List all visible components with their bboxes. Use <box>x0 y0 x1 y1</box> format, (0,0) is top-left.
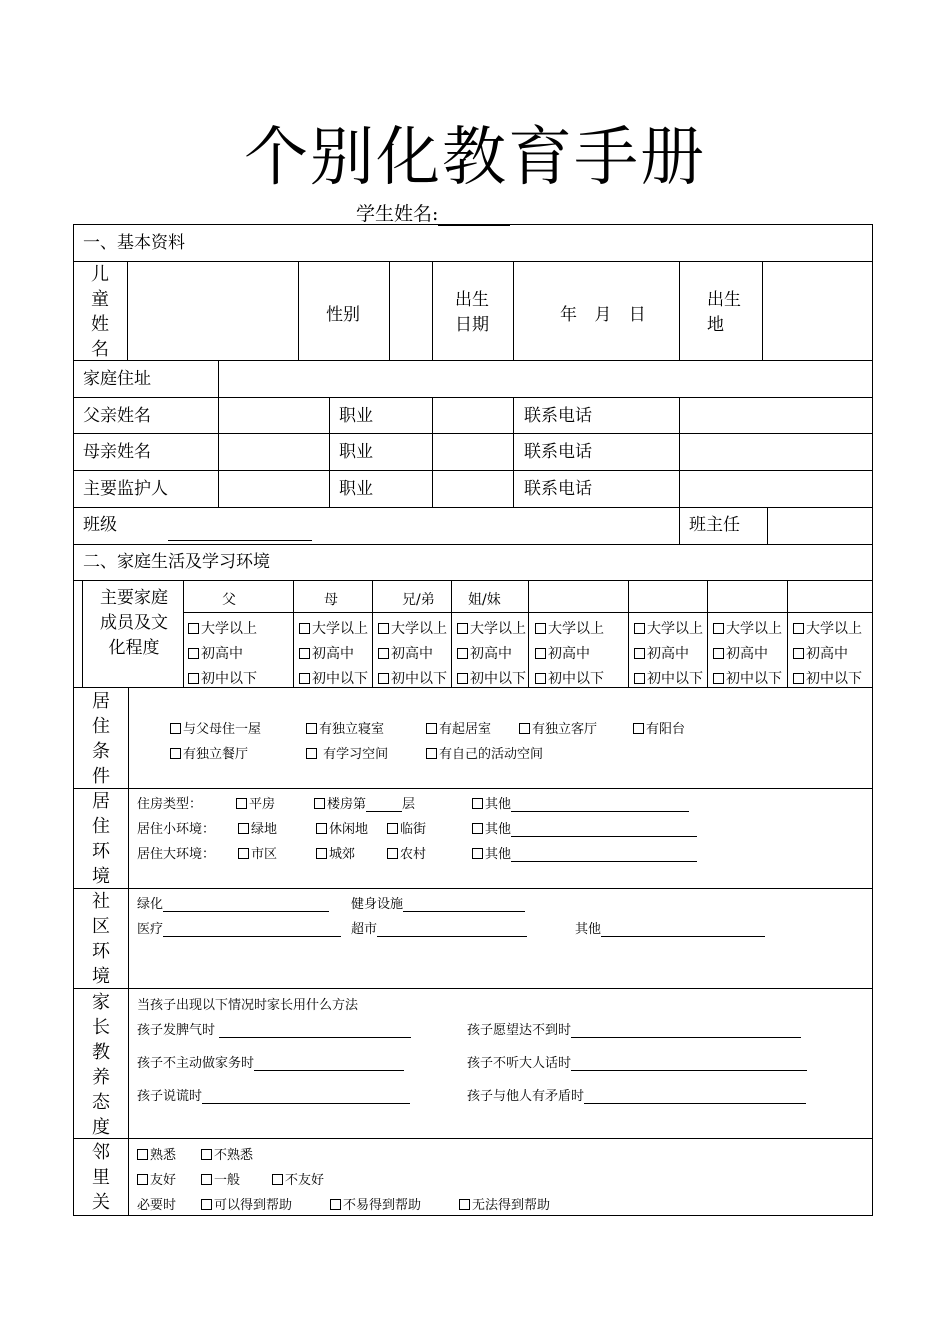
small-env-opt-1[interactable]: 绿地 <box>238 818 277 837</box>
gender-label: 性别 <box>326 305 360 325</box>
neighbor-help-opt-2[interactable]: 不易得到帮助 <box>330 1194 421 1213</box>
teacher-label: 班主任 <box>689 515 740 535</box>
neighbor-opt-unfamiliar[interactable]: 不熟悉 <box>201 1144 253 1163</box>
living-opt-5[interactable]: 有阳台 <box>633 718 685 737</box>
small-env-opt-2[interactable]: 休闲地 <box>316 818 368 837</box>
neighbor-opt-familiar[interactable]: 熟悉 <box>137 1144 176 1163</box>
big-env-label: 居住大环境： <box>137 847 216 862</box>
edu-options-col-8[interactable]: 大学以上 初高中 初中以下 <box>793 617 862 692</box>
community-fitness[interactable]: 健身设施 <box>351 893 525 912</box>
big-env-opt-3[interactable]: 农村 <box>387 843 426 862</box>
neighbor-opt-normal[interactable]: 一般 <box>201 1169 240 1188</box>
member-header-sister: 姐/妹 <box>468 592 501 608</box>
member-header-father: 父 <box>222 592 236 608</box>
member-header-brother: 兄/弟 <box>402 592 435 608</box>
neighbor-help-label: 必要时 <box>137 1198 177 1213</box>
neighbor-relations-label: 邻里关 <box>92 1142 110 1213</box>
living-opt-2[interactable]: 有独立寝室 <box>306 718 384 737</box>
living-opt-7[interactable]: 有学习空间 <box>306 743 388 762</box>
mother-job-label: 职业 <box>339 442 373 462</box>
child-name-label: 儿童姓名 <box>91 264 109 360</box>
edu-options-col-5[interactable]: 大学以上 初高中 初中以下 <box>535 617 604 692</box>
mother-phone-label: 联系电话 <box>524 442 592 462</box>
parenting-q3[interactable]: 孩子不主动做家务时 <box>137 1052 404 1071</box>
student-name-field[interactable] <box>356 199 510 226</box>
community-supermarket[interactable]: 超市 <box>351 918 527 937</box>
community-greening[interactable]: 绿化 <box>137 893 329 912</box>
big-env-other[interactable]: 其他 <box>472 843 697 862</box>
edu-options-col-6[interactable]: 大学以上 初高中 初中以下 <box>634 617 703 692</box>
father-name-label: 父亲姓名 <box>83 406 151 426</box>
edu-options-col-7[interactable]: 大学以上 初高中 初中以下 <box>713 617 782 692</box>
edu-options-col-2[interactable]: 大学以上 初高中 初中以下 <box>299 617 368 692</box>
living-opt-1[interactable]: 与父母住一屋 <box>170 718 261 737</box>
mother-name-label: 母亲姓名 <box>83 442 151 462</box>
living-opt-4[interactable]: 有独立客厅 <box>519 718 597 737</box>
parenting-q6[interactable]: 孩子与他人有矛盾时 <box>467 1085 806 1104</box>
housing-env-label: 居住环境 <box>92 791 110 887</box>
guardian-label: 主要监护人 <box>83 479 168 499</box>
living-conditions-label: 居住条件 <box>92 691 110 787</box>
class-label: 班级 <box>83 515 117 535</box>
edu-options-col-1[interactable]: 大学以上 初高中 初中以下 <box>188 617 257 692</box>
birth-date-label: 出生日期 <box>455 290 489 335</box>
section1-heading: 一、基本资料 <box>83 233 185 253</box>
address-label: 家庭住址 <box>83 369 151 389</box>
edu-options-col-4[interactable]: 大学以上 初高中 初中以下 <box>457 617 526 692</box>
housing-type-label: 住房类型： <box>137 797 203 812</box>
section2-heading: 二、家庭生活及学习环境 <box>83 552 270 572</box>
community-env-label: 社区环境 <box>92 891 110 987</box>
family-members-label: 主要家庭成员及文化程度 <box>100 588 168 658</box>
member-header-mother: 母 <box>324 592 338 608</box>
living-opt-8[interactable]: 有自己的活动空间 <box>426 743 543 762</box>
neighbor-opt-unfriendly[interactable]: 不友好 <box>272 1169 324 1188</box>
housing-type-opt-2[interactable]: 楼房第 层 <box>314 793 415 812</box>
student-name-label: 学生姓名: <box>356 203 439 225</box>
parenting-intro: 当孩子出现以下情况时家长用什么方法 <box>137 998 359 1013</box>
edu-options-col-3[interactable]: 大学以上 初高中 初中以下 <box>378 617 447 692</box>
parenting-q2[interactable]: 孩子愿望达不到时 <box>467 1019 801 1038</box>
big-env-opt-1[interactable]: 市区 <box>238 843 277 862</box>
living-opt-6[interactable]: 有独立餐厅 <box>170 743 248 762</box>
small-env-label: 居住小环境： <box>137 822 216 837</box>
birthplace-label: 出生地 <box>707 290 741 335</box>
housing-type-opt-1[interactable]: 平房 <box>236 793 275 812</box>
parenting-attitude-label: 家长教养态度 <box>92 992 110 1138</box>
neighbor-opt-friendly[interactable]: 友好 <box>137 1169 176 1188</box>
page-title: 个别化教育手册 <box>244 121 706 195</box>
neighbor-help-opt-1[interactable]: 可以得到帮助 <box>201 1194 292 1213</box>
community-other[interactable]: 其他 <box>575 918 765 937</box>
father-job-label: 职业 <box>339 406 373 426</box>
guardian-job-label: 职业 <box>339 479 373 499</box>
parenting-q4[interactable]: 孩子不听大人话时 <box>467 1052 807 1071</box>
living-opt-3[interactable]: 有起居室 <box>426 718 491 737</box>
parenting-q5[interactable]: 孩子说谎时 <box>137 1085 410 1104</box>
guardian-phone-label: 联系电话 <box>524 479 592 499</box>
neighbor-help-opt-3[interactable]: 无法得到帮助 <box>459 1194 550 1213</box>
father-phone-label: 联系电话 <box>524 406 592 426</box>
big-env-opt-2[interactable]: 城郊 <box>316 843 355 862</box>
housing-type-other[interactable]: 其他 <box>472 793 689 812</box>
birth-date-value: 年 月 日 <box>560 305 646 325</box>
community-medical[interactable]: 医疗 <box>137 918 341 937</box>
parenting-q1[interactable]: 孩子发脾气时 <box>137 1019 411 1038</box>
small-env-opt-3[interactable]: 临街 <box>387 818 426 837</box>
small-env-other[interactable]: 其他 <box>472 818 697 837</box>
